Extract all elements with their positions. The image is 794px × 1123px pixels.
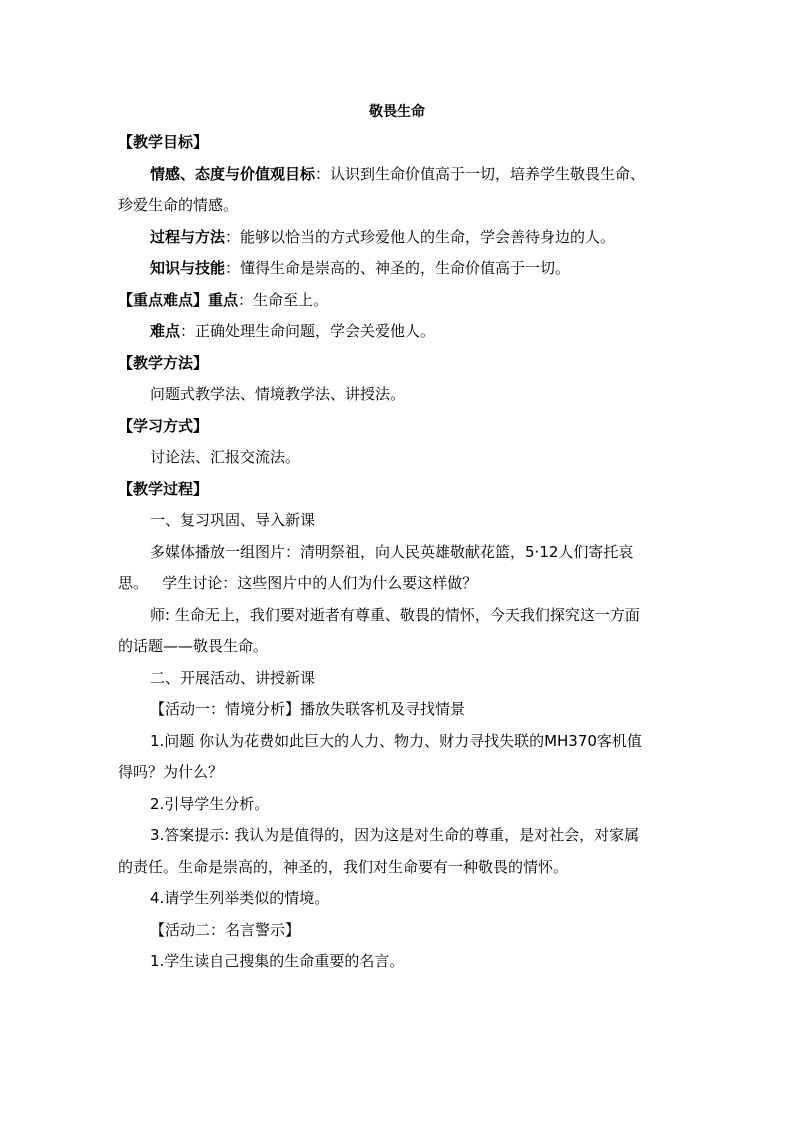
methods-text: 问题式教学法、情境教学法、讲授法。 xyxy=(150,385,406,403)
activity1 xyxy=(150,697,465,721)
objective-emotion-cont: 珍爱生命的情感。 xyxy=(118,196,239,214)
objectives-heading: 【教学目标】 xyxy=(118,133,209,151)
activity1-item3: 3.答案提示: 我认为是值得的，因为这是对生命的尊重，是对社会，对家属 xyxy=(150,826,640,844)
key-points: 【重点难点】重点：生命至上。 xyxy=(118,291,329,309)
objective-knowledge-label: 知识与技能 xyxy=(150,259,226,277)
activity1-description: 播放失联客机及寻找情景 xyxy=(300,700,466,718)
methods-heading: 【教学方法】 xyxy=(118,354,209,372)
key-points-heading: 【重点难点】 xyxy=(118,291,209,309)
learning-text: 讨论法、汇报交流法。 xyxy=(150,448,301,466)
section1-paragraph1: 多媒体播放一组图片：清明祭祖，向人民英雄敬献花篮，5·12人们寄托哀 xyxy=(150,543,634,561)
activity1-item4: 4.请学生列举类似的情境。 xyxy=(150,889,330,907)
activity1-item1: 1.问题 你认为花费如此巨大的人力、物力、财力寻找失联的MH370客机值 xyxy=(150,732,642,750)
activity1-item3-cont: 的责任。生命是崇高的，神圣的，我们对生命要有一种敬畏的情怀。 xyxy=(118,858,569,876)
section1-paragraph2-cont: 的话题——敬畏生命。 xyxy=(118,637,269,655)
section2-title: 二、开展活动、讲授新课 xyxy=(150,669,316,687)
difficult-points: 难点：正确处理生命问题，学会关爱他人。 xyxy=(150,322,436,340)
objective-process-label: 过程与方法 xyxy=(150,228,226,246)
section1-title: 一、复习巩固、导入新课 xyxy=(150,511,316,529)
section1-paragraph1-cont: 思。 学生讨论：这些图片中的人们为什么要这样做？ xyxy=(118,574,478,592)
learning-heading: 【学习方式】 xyxy=(118,417,209,435)
section1-paragraph2: 师: 生命无上，我们要对逝者有尊重、敬畏的情怀，今天我们探究这一方面 xyxy=(150,606,640,624)
activity1-heading: 【活动一：情境分析】 xyxy=(150,700,301,718)
activity2-item1: 1.学生读自己搜集的生命重要的名言。 xyxy=(150,952,405,970)
difficult-label: 难点 xyxy=(150,322,181,340)
key-label: 重点 xyxy=(208,291,239,309)
activity1-item2: 2.引导学生分析。 xyxy=(150,795,270,813)
activity1-item1-cont: 得吗？为什么？ xyxy=(118,763,224,781)
objective-emotion: 情感、态度与价值观目标：认识到生命价值高于一切，培养学生敬畏生命、 xyxy=(150,165,646,183)
objective-knowledge: 知识与技能：懂得生命是崇高的、神圣的，生命价值高于一切。 xyxy=(150,259,571,277)
objective-process: 过程与方法：能够以恰当的方式珍爱他人的生命，学会善待身边的人。 xyxy=(150,228,616,246)
process-heading: 【教学过程】 xyxy=(118,480,209,498)
objective-emotion-label: 情感、态度与价值观目标 xyxy=(150,165,316,183)
activity2-heading: 【活动二：名言警示】 xyxy=(150,921,301,939)
document-title: 敬畏生命 xyxy=(369,104,425,120)
